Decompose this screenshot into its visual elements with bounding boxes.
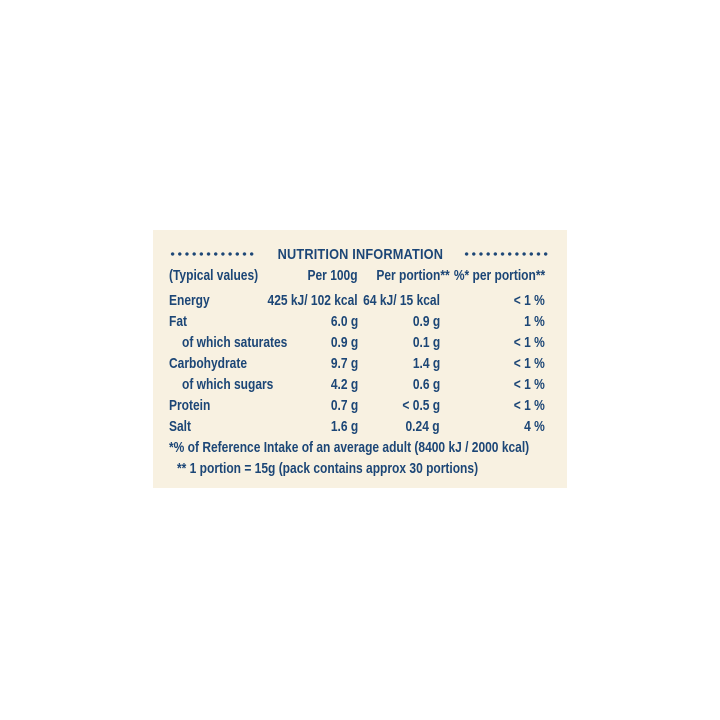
header-per-100g: Per 100g <box>307 267 358 284</box>
row-per-portion-value: 0.1 g <box>412 334 440 351</box>
nutrition-panel <box>153 230 567 488</box>
row-per-100g-value: 0.7 g <box>330 397 358 414</box>
row-per-100g-value: 6.0 g <box>330 313 358 330</box>
title-leader-dots-right <box>463 251 551 257</box>
row-per-portion-value: < 0.5 g <box>402 397 440 414</box>
row-label: of which sugars <box>182 376 274 393</box>
row-per-100g-value: 1.6 g <box>330 418 358 435</box>
footnote-portion-definition-text: ** 1 portion = 15g (pack contains approx 30 portions) <box>177 460 479 477</box>
table-row-fat <box>169 311 551 332</box>
row-pct-value: < 1 % <box>513 292 545 309</box>
table-header-row <box>169 265 551 286</box>
header-typical-values: (Typical values) <box>169 267 259 284</box>
row-per-portion-value: 0.24 g <box>405 418 440 435</box>
row-per-100g-value: 4.2 g <box>330 376 358 393</box>
table-row-sugars <box>169 374 551 395</box>
row-label: Salt <box>169 418 192 435</box>
table-row-saturates <box>169 332 551 353</box>
table-row-energy <box>169 290 551 311</box>
header-pct-per-portion: %* per portion** <box>453 267 545 284</box>
table-row-protein <box>169 395 551 416</box>
row-per-portion-value: 1.4 g <box>412 355 440 372</box>
row-per-portion-value: 64 kJ/ 15 kcal <box>363 292 440 309</box>
row-pct-value: < 1 % <box>513 376 545 393</box>
title-leader-dots-left <box>169 251 257 257</box>
row-per-100g-value: 9.7 g <box>330 355 358 372</box>
row-per-portion-value: 0.6 g <box>412 376 440 393</box>
table-row-salt <box>169 416 551 437</box>
row-per-100g-value: 425 kJ/ 102 kcal <box>267 292 358 309</box>
row-per-portion-value: 0.9 g <box>412 313 440 330</box>
footnote-reference-intake-text: *% of Reference Intake of an average adult (8400 kJ / 2000 kcal) <box>169 439 530 456</box>
row-label: of which saturates <box>182 334 288 351</box>
row-pct-value: < 1 % <box>513 355 545 372</box>
row-label: Energy <box>169 292 210 309</box>
title-row <box>169 243 551 265</box>
row-pct-value: 1 % <box>524 313 545 330</box>
row-label: Carbohydrate <box>169 355 248 372</box>
footnote-portion-definition <box>177 458 551 479</box>
row-pct-value: < 1 % <box>513 334 545 351</box>
row-label: Fat <box>169 313 187 330</box>
row-label: Protein <box>169 397 211 414</box>
header-per-portion: Per portion** <box>376 267 450 284</box>
row-per-100g-value: 0.9 g <box>330 334 358 351</box>
row-pct-value: < 1 % <box>513 397 545 414</box>
footnote-reference-intake <box>169 437 551 458</box>
table-row-carbohydrate <box>169 353 551 374</box>
row-pct-value: 4 % <box>524 418 545 435</box>
panel-title: NUTRITION INFORMATION <box>277 245 443 263</box>
